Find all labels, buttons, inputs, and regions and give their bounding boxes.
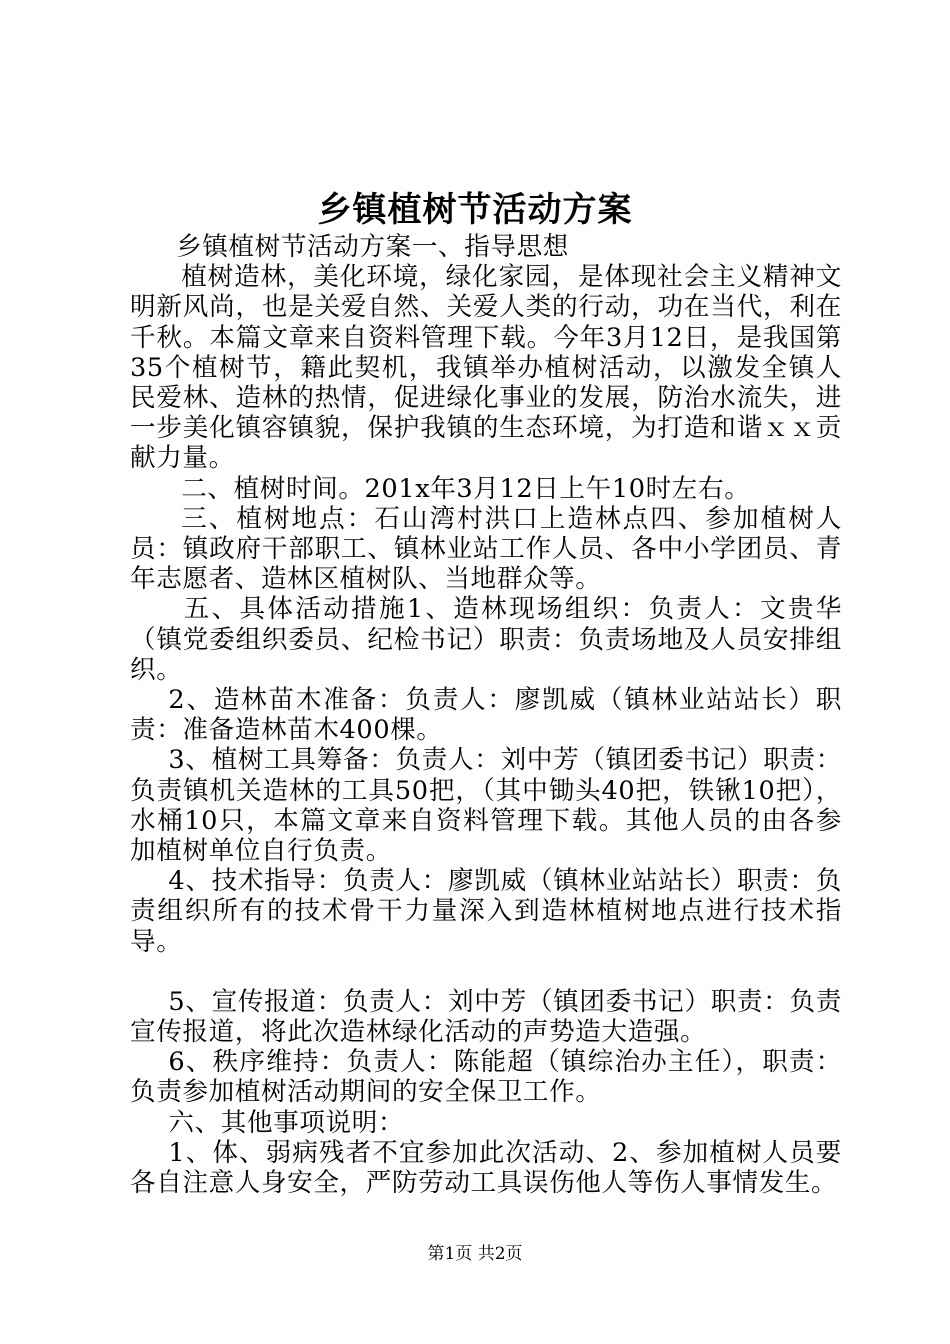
paragraph-tools: 3、植树工具筹备：负责人：刘中芳（镇团委书记）职责：负责镇机关造林的工具50把，（其中锄头40把，铁锹10把），水桶10只，本篇文章来自资料管理下载。其他人员的由各参加植树单位自行负责。 (130, 745, 842, 867)
paragraph-seedlings: 2、造林苗木准备：负责人：廖凯威（镇林业站站长）职责：准备造林苗木400棵。 (130, 685, 842, 746)
paragraph-spacer (130, 957, 842, 987)
page-footer: 第1页 共2页 (427, 1244, 523, 1264)
paragraph-other-notes: 1、体、弱病残者不宜参加此次活动、2、参加植树人员要各自注意人身安全，严防劳动工具误伤他人等伤人事情发生。 (130, 1137, 842, 1199)
paragraph-planting-location: 三、植树地点：石山湾村洪口上造林点四、参加植树人员：镇政府干部职工、镇林业站工作人员、各中小学团员、青年志愿者、造林区植树队、当地群众等。 (130, 503, 842, 595)
document-body (130, 232, 842, 1198)
paragraph-guiding-thought: 植树造林，美化环境，绿化家园，是体现社会主义精神文明新风尚，也是关爱自然、关爱人类的行动，功在当代，利在千秋。本篇文章来自资料管理下载。今年3月12日，是我国第35个植树节，籍此契机，我镇举办植树活动，以激发全镇人民爱林、造林的热情，促进绿化事业的发展，防治水流失，进一步美化镇容镇貌，保护我镇的生态环境，为打造和谐ｘｘ贡献力量。 (130, 262, 842, 474)
document-title: 乡镇植树节活动方案 (317, 190, 633, 230)
paragraph-order: 6、秩序维持：负责人：陈能超（镇综治办主任），职责：负责参加植树活动期间的安全保卫工作。 (130, 1047, 842, 1108)
paragraph-publicity: 5、宣传报道：负责人：刘中芳（镇团委书记）职责：负责宣传报道，将此次造林绿化活动的声势造大造强。 (130, 986, 842, 1048)
paragraph-technical-guidance: 4、技术指导：负责人：廖凯威（镇林业站站长）职责：负责组织所有的技术骨干力量深入到造林植树地点进行技术指导。 (130, 866, 842, 957)
paragraph-intro-heading: 乡镇植树节活动方案一、指导思想 (176, 232, 569, 262)
paragraph-planting-time: 二、植树时间。201x年3月12日上午10时左右。 (181, 473, 751, 504)
paragraph-site-organization: 五、具体活动措施1、造林现场组织：负责人：文贵华（镇党委组织委员、纪检书记）职责：负责场地及人员安排组织。 (130, 594, 842, 685)
paragraph-other-notes-heading: 六、其他事项说明： (168, 1107, 405, 1138)
